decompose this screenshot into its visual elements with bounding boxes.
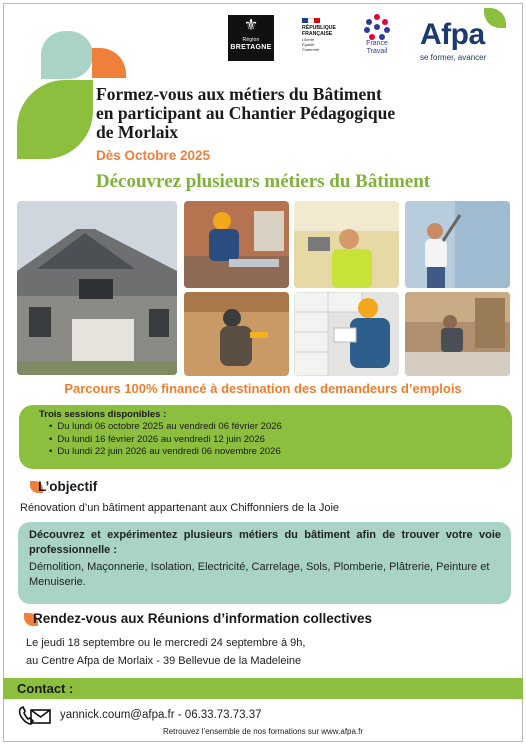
contact-bar xyxy=(3,678,523,699)
rf-line1: RÉPUBLIQUE xyxy=(302,25,337,31)
french-flag-icon xyxy=(302,18,320,23)
session-item: • Du lundi 06 octobre 2025 au vendredi 06 février 2026 xyxy=(49,421,512,434)
ft-line2: Travail xyxy=(366,48,388,55)
objectif-text: Rénovation d’un bâtiment appartenant aux Chiffonniers de la Joie xyxy=(20,502,340,514)
painter-photo xyxy=(405,201,510,288)
title-line3: de Morlaix xyxy=(96,122,179,142)
stone-house-photo xyxy=(17,201,177,375)
contact-details[interactable]: yannick.coum@afpa.fr - 06.33.73.73.37 xyxy=(60,709,262,721)
region-label: Région xyxy=(242,37,260,43)
electrician-photo xyxy=(184,292,289,376)
rendezvous-title: Rendez-vous aux Réunions d’information collectives xyxy=(33,611,373,626)
metiers-box xyxy=(18,522,511,604)
metiers-list: Démolition, Maçonnerie, Isolation, Electricité, Carrelage, Sols, Plomberie, Plâtrerie, Peinture et Menuiserie. xyxy=(29,561,490,588)
ft-line1: France xyxy=(366,40,388,47)
rf-motto2: Égalité xyxy=(302,42,315,47)
afpa-slogan: se former, avancer xyxy=(420,53,487,62)
footer-note: Retrouvez l’ensemble de nos formations sur www.afpa.fr xyxy=(162,727,364,736)
region-bretagne-logo xyxy=(228,15,274,61)
rf-motto3: Fraternité xyxy=(302,47,320,52)
phone-mail-icon xyxy=(18,705,52,727)
decorative-teal-shape xyxy=(41,31,93,79)
mason-block-photo xyxy=(294,292,399,376)
title-line2: en participant au Chantier Pédagogique xyxy=(96,103,396,123)
plasterer-photo xyxy=(294,201,399,288)
rf-motto1: Liberté xyxy=(302,37,315,42)
metiers-intro: Découvrez et expérimentez plusieurs métiers du bâtiment afin de trouver votre voie professionnelle : xyxy=(29,529,501,556)
contact-label: Contact : xyxy=(17,681,74,696)
objectif-title: L’objectif xyxy=(38,479,98,494)
afpa-wordmark: Afpa xyxy=(420,18,485,51)
rf-line2: FRANÇAISE xyxy=(302,31,333,37)
sessions-list xyxy=(39,421,512,459)
sessions-heading: Trois sessions disponibles : xyxy=(39,409,167,420)
afpa-leaf-icon xyxy=(484,8,506,28)
renovation-room-photo xyxy=(405,292,510,376)
start-date: Dès Octobre 2025 xyxy=(96,148,211,163)
afpa-logo xyxy=(416,8,511,66)
worker-floor-cutting-photo xyxy=(184,201,289,288)
republique-francaise-logo xyxy=(302,18,348,60)
france-travail-logo xyxy=(357,14,397,60)
region-name: BRETAGNE xyxy=(230,44,272,51)
title-line1: Formez-vous aux métiers du Bâtiment xyxy=(96,84,382,104)
session-item: • Du lundi 16 février 2026 au vendredi 12 juin 2026 xyxy=(49,434,512,447)
france-travail-dots-icon xyxy=(364,14,390,40)
sessions-box xyxy=(19,405,512,469)
ermine-icon: ⚜ xyxy=(243,17,259,34)
financing-note: Parcours 100% financé à destination des demandeurs d’emplois xyxy=(64,381,462,396)
metiers-heading: Découvrez plusieurs métiers du Bâtiment xyxy=(95,171,431,192)
page-title xyxy=(96,85,516,142)
session-item: • Du lundi 22 juin 2026 au vendredi 06 novembre 2026 xyxy=(49,446,512,459)
rendezvous-dates: Le jeudi 18 septembre ou le mercredi 24 septembre à 9h, xyxy=(26,637,306,649)
rendezvous-address: au Centre Afpa de Morlaix - 39 Bellevue de la Madeleine xyxy=(26,655,302,667)
